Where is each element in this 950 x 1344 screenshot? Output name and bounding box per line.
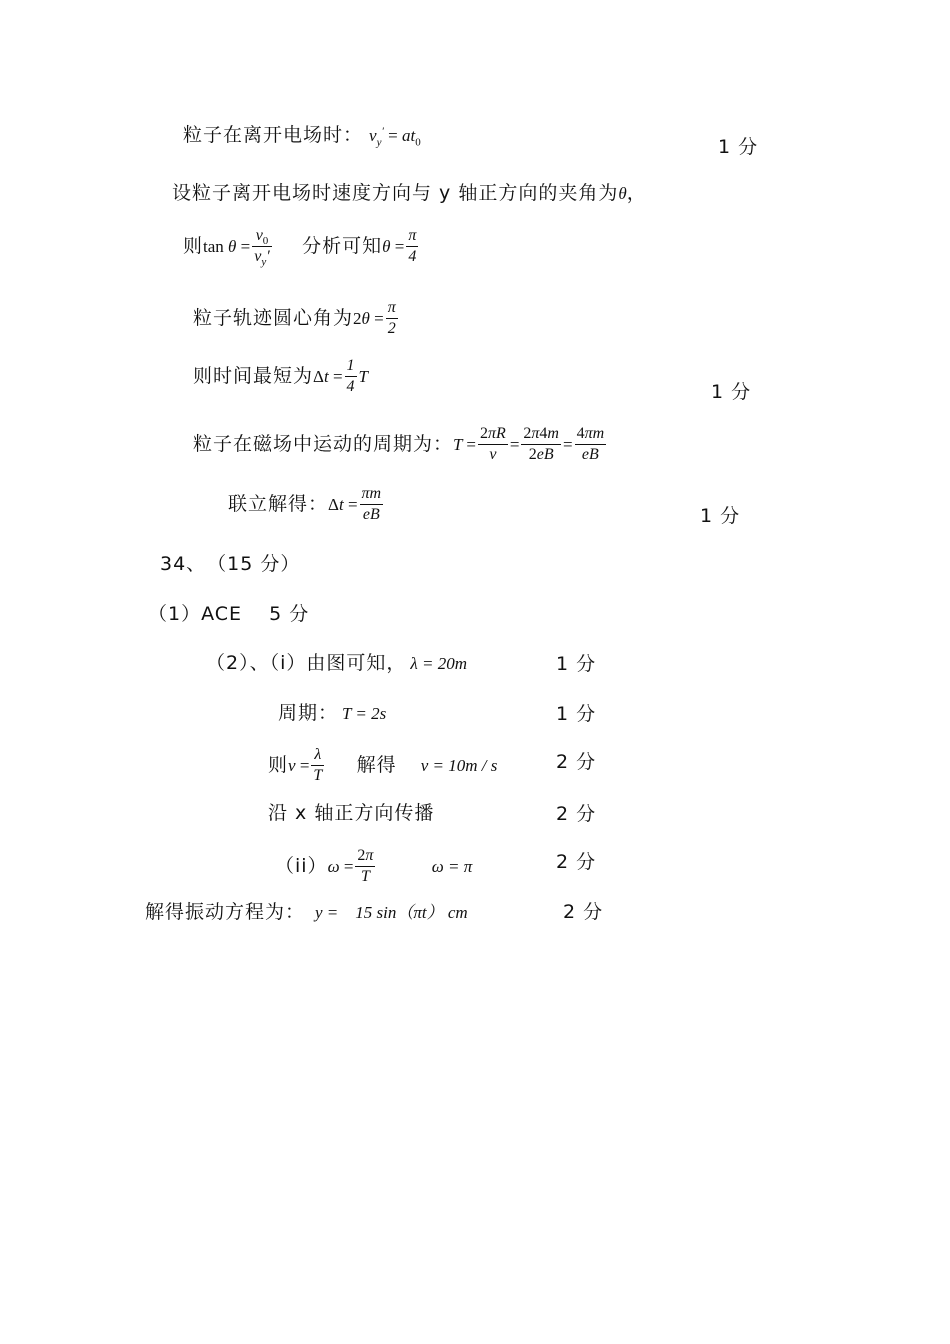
fraction-lambda-over-T: $\frac{\lambda}{T}$ — [313, 746, 323, 784]
fraction-2pi4m-over-2eB: $\frac{2\pi 4m}{2eB}$ — [523, 425, 559, 463]
formula-v-lambda-T: v = — [288, 756, 310, 775]
score-1: 1 分 — [718, 136, 759, 158]
formula-tan-theta: tan θ = — [203, 237, 251, 256]
line-min-time: 则时间最短为Δt = $\frac{1}{4}$ T — [193, 357, 368, 395]
formula-velocity-value: v = 10m / s — [420, 756, 498, 775]
part-2-angular-frequency: （ii）ω = $\frac{2\pi}{T}$ ω = π — [275, 847, 473, 885]
question-34-heading: 34、 （15 分） — [160, 553, 301, 575]
part-2-wavelength: （2）、（i）由图可知， λ = 20m — [206, 652, 467, 674]
formula-delta-t: Δt = — [313, 367, 343, 386]
formula-wave-equation: y = 15 sin（πt） cm — [315, 903, 468, 922]
fraction-pim-over-eB: $\frac{\pi m}{eB}$ — [361, 485, 382, 523]
theta-symbol: θ — [618, 184, 627, 203]
line-angle-definition: 设粒子离开电场时速度方向与 y 轴正方向的夹角为θ， — [172, 182, 647, 204]
fraction-4pim-over-eB: $\frac{4\pi m}{eB}$ — [576, 425, 605, 463]
fraction-one-quarter: $\frac{1}{4}$ — [346, 357, 355, 395]
line-central-angle: 粒子轨迹圆心角为2θ = $\frac{\pi}{2}$ — [193, 299, 396, 337]
formula-wavelength: λ = 20m — [410, 654, 467, 673]
score-3: 1 分 — [700, 505, 741, 527]
part-2-velocity: 则v = $\frac{\lambda}{T}$ 解得 v = 10m / s — [268, 746, 498, 784]
fraction-2piR-over-v: $\frac{2\pi R}{v}$ — [480, 425, 506, 463]
formula-delta-t-result: Δt = — [328, 495, 358, 514]
formula-vy-at0: $v_y' = at_0$ — [369, 125, 421, 149]
part-2-wave-equation: 解得振动方程为： y = 15 sin（πt） cm — [145, 901, 468, 923]
line-combined-solution: 联立解得：Δt = $\frac{\pi m}{eB}$ — [228, 485, 382, 523]
line-angle-definition-text: 设粒子离开电场时速度方向与 y 轴正方向的夹角为 — [172, 182, 619, 204]
score-7: 2 分 — [556, 803, 597, 825]
score-6: 2 分 — [556, 751, 597, 773]
score-9: 2 分 — [563, 901, 604, 923]
formula-omega: ω = — [327, 857, 354, 876]
fraction-v0-over-vy: $\frac{v_0}{v_y'}$ — [254, 227, 270, 269]
score-4: 1 分 — [556, 653, 597, 675]
score-5: 1 分 — [556, 703, 597, 725]
formula-theta-pi4: θ = — [382, 237, 405, 256]
formula-period-2s: T = 2s — [342, 704, 387, 723]
fraction-2pi-over-T: $\frac{2\pi}{T}$ — [357, 847, 374, 885]
formula-omega-pi: ω = π — [431, 857, 473, 876]
line-exit-velocity — [183, 122, 421, 148]
part-1-answer: （1）ACE 5 分 — [148, 603, 310, 625]
line-period: 粒子在磁场中运动的周期为：T = $\frac{2\pi R}{v}$ = $\frac{2\pi 4m}{2eB}$ = $\frac{4\pi m}{eB}$ — [193, 425, 605, 463]
line-tan-theta: 则tan θ = $\frac{v_0}{v_y'}$ 分析可知θ = $\frac{\pi}{4}$ — [183, 227, 417, 269]
fraction-pi-over-2: $\frac{\pi}{2}$ — [387, 299, 396, 337]
part-2-direction: 沿 x 轴正方向传播 — [268, 802, 435, 824]
fraction-pi-over-4: $\frac{\pi}{4}$ — [408, 227, 417, 265]
formula-period: T = — [453, 435, 477, 454]
score-8: 2 分 — [556, 851, 597, 873]
part-2-period: 周期： T = 2s — [278, 702, 387, 724]
score-2: 1 分 — [711, 381, 752, 403]
line-exit-velocity-text: 粒子在离开电场时： — [183, 124, 364, 146]
formula-2theta: 2θ = — [353, 309, 384, 328]
